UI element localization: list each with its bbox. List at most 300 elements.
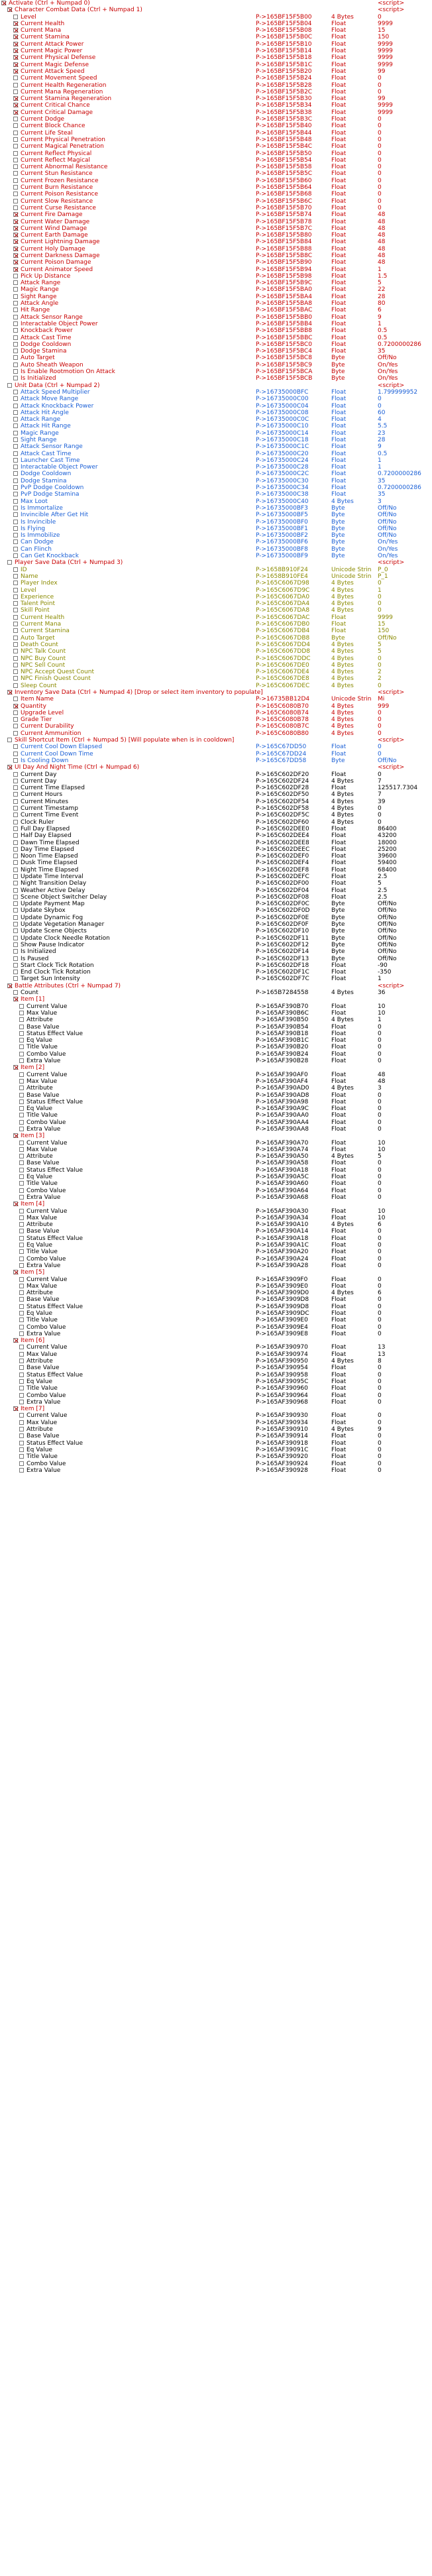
table-row[interactable] [0,840,432,846]
active-checkbox[interactable] [13,997,18,1001]
table-row[interactable] [0,286,432,293]
active-checkbox[interactable] [13,417,18,421]
table-row[interactable] [0,1276,432,1283]
active-checkbox[interactable] [13,731,18,736]
active-checkbox[interactable] [13,588,18,592]
table-row[interactable] [0,484,432,491]
group-row[interactable] [0,689,432,696]
table-row[interactable] [0,321,432,327]
table-row[interactable] [0,587,432,594]
table-row[interactable] [0,1242,432,1249]
active-checkbox[interactable] [13,410,18,415]
table-row[interactable] [0,478,432,484]
table-row[interactable] [0,778,432,785]
active-checkbox[interactable] [13,349,18,353]
active-checkbox[interactable] [19,1427,24,1431]
active-checkbox[interactable] [13,423,18,428]
table-row[interactable] [0,1290,432,1296]
active-checkbox[interactable] [19,1031,24,1036]
active-checkbox[interactable] [19,1257,24,1261]
active-checkbox[interactable] [13,301,18,306]
active-checkbox[interactable] [13,396,18,401]
table-row[interactable] [0,921,432,928]
active-checkbox[interactable] [13,833,18,838]
active-checkbox[interactable] [13,335,18,340]
table-row[interactable] [0,635,432,642]
table-row[interactable] [0,1344,432,1351]
table-row[interactable] [0,1078,432,1085]
table-row[interactable] [0,1467,432,1474]
active-checkbox[interactable] [13,785,18,790]
group-row[interactable] [0,1201,432,1207]
table-row[interactable] [0,75,432,82]
table-row[interactable] [0,457,432,464]
active-checkbox[interactable] [7,7,12,12]
table-row[interactable] [0,150,432,157]
active-checkbox[interactable] [13,574,18,579]
active-checkbox[interactable] [7,765,12,769]
active-checkbox[interactable] [13,390,18,394]
active-checkbox[interactable] [13,62,18,67]
table-row[interactable] [0,1447,432,1453]
active-checkbox[interactable] [13,171,18,176]
active-checkbox[interactable] [13,260,18,264]
table-row[interactable] [0,648,432,655]
active-checkbox[interactable] [13,758,18,763]
active-checkbox[interactable] [13,636,18,640]
table-row[interactable] [0,1099,432,1105]
table-row[interactable] [0,546,432,553]
table-row[interactable] [0,683,432,689]
table-row[interactable] [0,935,432,942]
table-row[interactable] [0,1228,432,1235]
active-checkbox[interactable] [13,1133,18,1138]
table-row[interactable] [0,34,432,40]
table-row[interactable] [0,266,432,273]
group-row[interactable] [0,1269,432,1276]
table-row[interactable] [0,252,432,259]
table-row[interactable] [0,123,432,129]
active-checkbox[interactable] [13,28,18,32]
active-checkbox[interactable] [19,1379,24,1384]
active-checkbox[interactable] [13,724,18,728]
table-row[interactable] [0,812,432,818]
active-checkbox[interactable] [13,192,18,196]
table-row[interactable] [0,1399,432,1406]
active-checkbox[interactable] [13,431,18,435]
active-checkbox[interactable] [13,970,18,974]
active-checkbox[interactable] [19,1099,24,1104]
table-row[interactable] [0,1085,432,1092]
table-row[interactable] [0,82,432,89]
active-checkbox[interactable] [19,1365,24,1370]
table-row[interactable] [0,1153,432,1160]
active-checkbox[interactable] [13,628,18,633]
table-row[interactable] [0,1433,432,1439]
active-checkbox[interactable] [19,1325,24,1329]
table-row[interactable] [0,1358,432,1365]
table-row[interactable] [0,68,432,75]
table-row[interactable] [0,143,432,150]
active-checkbox[interactable] [13,178,18,183]
active-checkbox[interactable] [13,744,18,749]
table-row[interactable] [0,655,432,662]
table-row[interactable] [0,873,432,880]
table-row[interactable] [0,41,432,48]
active-checkbox[interactable] [13,949,18,954]
active-checkbox[interactable] [19,1433,24,1438]
active-checkbox[interactable] [13,492,18,496]
active-checkbox[interactable] [13,253,18,258]
table-row[interactable] [0,1147,432,1153]
active-checkbox[interactable] [13,233,18,237]
active-checkbox[interactable] [13,294,18,299]
active-checkbox[interactable] [13,76,18,80]
active-checkbox[interactable] [13,485,18,490]
table-row[interactable] [0,109,432,116]
active-checkbox[interactable] [13,131,18,135]
active-checkbox[interactable] [13,826,18,831]
group-row[interactable] [0,0,432,7]
table-row[interactable] [0,505,432,512]
active-checkbox[interactable] [13,404,18,408]
table-row[interactable] [0,962,432,969]
active-checkbox[interactable] [13,274,18,278]
active-checkbox[interactable] [13,976,18,981]
table-row[interactable] [0,471,432,477]
group-row[interactable] [0,1337,432,1344]
table-row[interactable] [0,27,432,34]
active-checkbox[interactable] [13,608,18,612]
table-row[interactable] [0,771,432,778]
active-checkbox[interactable] [13,1202,18,1206]
group-row[interactable] [0,559,432,566]
active-checkbox[interactable] [13,280,18,285]
table-row[interactable] [0,969,432,976]
table-row[interactable] [0,498,432,505]
active-checkbox[interactable] [19,1243,24,1247]
table-row[interactable] [0,628,432,634]
active-checkbox[interactable] [19,1168,24,1172]
table-row[interactable] [0,375,432,382]
table-row[interactable] [0,1296,432,1303]
active-checkbox[interactable] [7,383,12,388]
table-row[interactable] [0,744,432,750]
active-checkbox[interactable] [7,738,12,742]
table-row[interactable] [0,389,432,396]
table-row[interactable] [0,730,432,737]
table-row[interactable] [0,225,432,232]
table-row[interactable] [0,785,432,791]
active-checkbox[interactable] [13,376,18,380]
table-row[interactable] [0,894,432,901]
table-row[interactable] [0,1317,432,1323]
active-checkbox[interactable] [13,471,18,476]
active-checkbox[interactable] [19,1229,24,1233]
table-row[interactable] [0,832,432,839]
group-row[interactable] [0,1064,432,1071]
table-row[interactable] [0,1365,432,1371]
table-row[interactable] [0,191,432,197]
active-checkbox[interactable] [13,704,18,708]
table-row[interactable] [0,403,432,410]
active-checkbox[interactable] [19,1331,24,1336]
active-checkbox[interactable] [19,1025,24,1029]
active-checkbox[interactable] [13,922,18,926]
active-checkbox[interactable] [13,649,18,653]
active-checkbox[interactable] [19,1386,24,1390]
active-checkbox[interactable] [19,1393,24,1398]
table-row[interactable] [0,1453,432,1460]
active-checkbox[interactable] [13,820,18,824]
table-row[interactable] [0,703,432,710]
table-row[interactable] [0,280,432,286]
active-checkbox[interactable] [13,812,18,817]
active-checkbox[interactable] [13,355,18,360]
table-row[interactable] [0,1044,432,1050]
table-row[interactable] [0,102,432,109]
table-row[interactable] [0,751,432,757]
active-checkbox[interactable] [13,915,18,920]
active-checkbox[interactable] [13,110,18,115]
active-checkbox[interactable] [13,942,18,947]
active-checkbox[interactable] [13,526,18,531]
active-checkbox[interactable] [13,15,18,19]
table-row[interactable] [0,580,432,587]
active-checkbox[interactable] [13,697,18,701]
table-row[interactable] [0,1262,432,1269]
table-row[interactable] [0,819,432,826]
active-checkbox[interactable] [19,1120,24,1125]
table-row[interactable] [0,355,432,361]
table-row[interactable] [0,314,432,321]
table-row[interactable] [0,1031,432,1037]
table-row[interactable] [0,696,432,702]
active-checkbox[interactable] [13,34,18,39]
active-checkbox[interactable] [13,533,18,537]
table-row[interactable] [0,805,432,812]
active-checkbox[interactable] [13,581,18,585]
table-row[interactable] [0,116,432,123]
active-checkbox[interactable] [13,219,18,224]
active-checkbox[interactable] [7,690,12,695]
active-checkbox[interactable] [13,444,18,449]
table-row[interactable] [0,48,432,54]
active-checkbox[interactable] [19,1468,24,1473]
table-row[interactable] [0,1256,432,1262]
table-row[interactable] [0,54,432,61]
active-checkbox[interactable] [19,1106,24,1111]
table-row[interactable] [0,1235,432,1242]
active-checkbox[interactable] [19,1345,24,1349]
active-checkbox[interactable] [13,137,18,142]
table-row[interactable] [0,723,432,730]
active-checkbox[interactable] [13,499,18,504]
group-row[interactable] [0,382,432,389]
active-checkbox[interactable] [13,117,18,121]
active-checkbox[interactable] [19,1236,24,1241]
active-checkbox[interactable] [19,1372,24,1377]
group-row[interactable] [0,983,432,989]
table-row[interactable] [0,273,432,280]
active-checkbox[interactable] [13,247,18,251]
table-row[interactable] [0,621,432,628]
group-row[interactable] [0,737,432,744]
active-checkbox[interactable] [13,1338,18,1343]
table-row[interactable] [0,1017,432,1023]
active-checkbox[interactable] [13,164,18,169]
active-checkbox[interactable] [19,1359,24,1363]
active-checkbox[interactable] [13,83,18,87]
active-checkbox[interactable] [13,308,18,312]
table-row[interactable] [0,976,432,982]
active-checkbox[interactable] [19,1222,24,1227]
active-checkbox[interactable] [19,1052,24,1056]
table-row[interactable] [0,62,432,68]
table-row[interactable] [0,642,432,648]
table-row[interactable] [0,662,432,669]
active-checkbox[interactable] [13,458,18,463]
active-checkbox[interactable] [13,267,18,272]
table-row[interactable] [0,880,432,887]
table-row[interactable] [0,948,432,955]
table-row[interactable] [0,1037,432,1044]
table-row[interactable] [0,928,432,934]
active-checkbox[interactable] [13,321,18,326]
active-checkbox[interactable] [13,437,18,442]
active-checkbox[interactable] [13,239,18,244]
table-row[interactable] [0,989,432,996]
active-checkbox[interactable] [7,560,12,565]
table-row[interactable] [0,14,432,21]
active-checkbox[interactable] [13,465,18,469]
table-row[interactable] [0,1072,432,1078]
active-checkbox[interactable] [13,840,18,845]
active-checkbox[interactable] [13,990,18,995]
active-checkbox[interactable] [13,103,18,107]
active-checkbox[interactable] [13,847,18,852]
active-checkbox[interactable] [19,1188,24,1193]
active-checkbox[interactable] [13,656,18,661]
active-checkbox[interactable] [19,1141,24,1145]
table-row[interactable] [0,307,432,313]
table-row[interactable] [0,956,432,962]
table-row[interactable] [0,1420,432,1426]
active-checkbox[interactable] [19,1038,24,1042]
table-row[interactable] [0,594,432,600]
table-row[interactable] [0,675,432,682]
active-checkbox[interactable] [13,1406,18,1411]
active-checkbox[interactable] [19,1113,24,1117]
table-row[interactable] [0,198,432,205]
table-row[interactable] [0,1440,432,1447]
active-checkbox[interactable] [13,663,18,667]
active-checkbox[interactable] [13,553,18,558]
table-row[interactable] [0,1167,432,1174]
table-row[interactable] [0,1412,432,1419]
table-row[interactable] [0,239,432,245]
table-row[interactable] [0,1194,432,1201]
active-checkbox[interactable] [13,936,18,940]
table-row[interactable] [0,219,432,225]
table-row[interactable] [0,1392,432,1399]
active-checkbox[interactable] [13,506,18,510]
active-checkbox[interactable] [13,199,18,203]
active-checkbox[interactable] [13,315,18,319]
table-row[interactable] [0,89,432,95]
table-row[interactable] [0,1249,432,1255]
active-checkbox[interactable] [13,615,18,620]
active-checkbox[interactable] [13,642,18,647]
table-row[interactable] [0,942,432,948]
active-checkbox[interactable] [19,1079,24,1084]
active-checkbox[interactable] [13,881,18,885]
table-row[interactable] [0,137,432,143]
active-checkbox[interactable] [19,1290,24,1295]
active-checkbox[interactable] [19,1044,24,1049]
active-checkbox[interactable] [19,1195,24,1200]
active-checkbox[interactable] [13,123,18,128]
active-checkbox[interactable] [13,451,18,456]
table-row[interactable] [0,532,432,539]
table-row[interactable] [0,341,432,348]
active-checkbox[interactable] [13,96,18,101]
table-row[interactable] [0,396,432,402]
active-checkbox[interactable] [13,478,18,483]
active-checkbox[interactable] [13,669,18,674]
active-checkbox[interactable] [13,42,18,46]
active-checkbox[interactable] [13,717,18,722]
table-row[interactable] [0,464,432,471]
table-row[interactable] [0,246,432,252]
table-row[interactable] [0,907,432,914]
active-checkbox[interactable] [13,55,18,60]
table-row[interactable] [0,1105,432,1112]
table-row[interactable] [0,1378,432,1385]
active-checkbox[interactable] [13,594,18,599]
table-row[interactable] [0,600,432,607]
active-checkbox[interactable] [13,888,18,893]
active-checkbox[interactable] [19,1441,24,1445]
active-checkbox[interactable] [13,806,18,811]
active-checkbox[interactable] [19,1249,24,1254]
active-checkbox[interactable] [13,622,18,626]
table-row[interactable] [0,1208,432,1215]
table-row[interactable] [0,853,432,860]
active-checkbox[interactable] [13,799,18,804]
active-checkbox[interactable] [13,363,18,367]
table-row[interactable] [0,607,432,614]
active-checkbox[interactable] [13,48,18,53]
active-checkbox[interactable] [19,1420,24,1425]
active-checkbox[interactable] [13,779,18,783]
active-checkbox[interactable] [19,1317,24,1322]
table-row[interactable] [0,614,432,621]
active-checkbox[interactable] [19,1174,24,1179]
active-checkbox[interactable] [13,601,18,606]
active-checkbox[interactable] [19,1461,24,1466]
active-checkbox[interactable] [13,1065,18,1070]
active-checkbox[interactable] [13,539,18,544]
active-checkbox[interactable] [13,710,18,715]
active-checkbox[interactable] [13,908,18,913]
table-row[interactable] [0,1324,432,1331]
table-row[interactable] [0,1174,432,1180]
table-row[interactable] [0,1092,432,1099]
active-checkbox[interactable] [19,1454,24,1459]
active-checkbox[interactable] [19,1017,24,1022]
table-row[interactable] [0,519,432,526]
